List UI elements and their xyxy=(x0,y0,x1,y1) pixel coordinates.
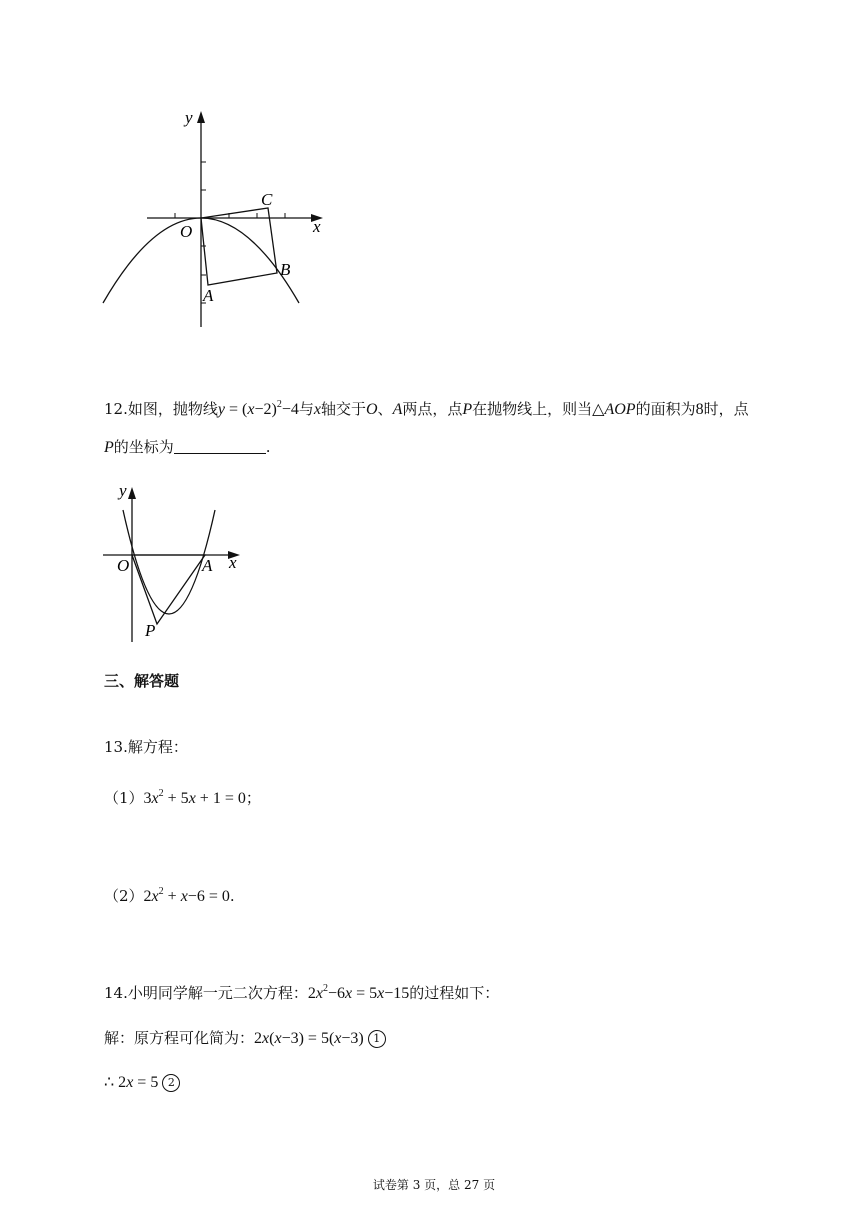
step-marker-1: 1 xyxy=(368,1030,386,1048)
label-C: C xyxy=(261,190,273,209)
label-y: y xyxy=(185,108,193,127)
q13-part1: $(1)3x^2 + 5x + 1 = 0$； xyxy=(104,788,261,807)
q12-number: 12. xyxy=(104,400,128,418)
label-y: y xyxy=(119,481,127,500)
label-A: A xyxy=(202,556,213,575)
figure-parabola-triangle xyxy=(95,480,255,648)
label-B: B xyxy=(280,260,291,279)
q13-title: 13.解方程： xyxy=(104,738,188,756)
label-P: P xyxy=(145,621,156,640)
section-heading: 三、解答题 xyxy=(104,672,180,690)
label-x: x xyxy=(313,217,321,236)
q12-line2: P的坐标为 . xyxy=(104,438,271,456)
label-O: O xyxy=(117,556,130,575)
step-marker-2: 2 xyxy=(162,1074,180,1092)
q14-step2: ∴ 2x = 5 2 xyxy=(104,1072,180,1093)
q12-line1: 12.如图，抛物线$y = (x-2)^2-4$与x轴交于O、A两点，点P在抛物线上，则当△AOP的面积为8时，点 xyxy=(104,399,749,418)
y-axis-arrow xyxy=(197,111,205,123)
q14-title: 14.小明同学解一元二次方程：$2x^2-6x = 5x-15$的过程如下： xyxy=(104,983,500,1002)
figure-parabola-square xyxy=(95,105,335,340)
q13-part2: $(2)2x^2 + x-6 = 0$. xyxy=(104,886,235,905)
q14-step1: 解：原方程可化简为：2x(x−3) = 5(x−3) 1 xyxy=(104,1028,386,1049)
answer-blank[interactable] xyxy=(174,439,266,454)
label-x: x xyxy=(229,553,237,572)
page-footer: 试卷第 3 页，总 27 页 xyxy=(372,1178,496,1192)
label-A: A xyxy=(203,286,214,305)
y-axis-arrow xyxy=(128,487,136,499)
label-O: O xyxy=(180,222,193,241)
